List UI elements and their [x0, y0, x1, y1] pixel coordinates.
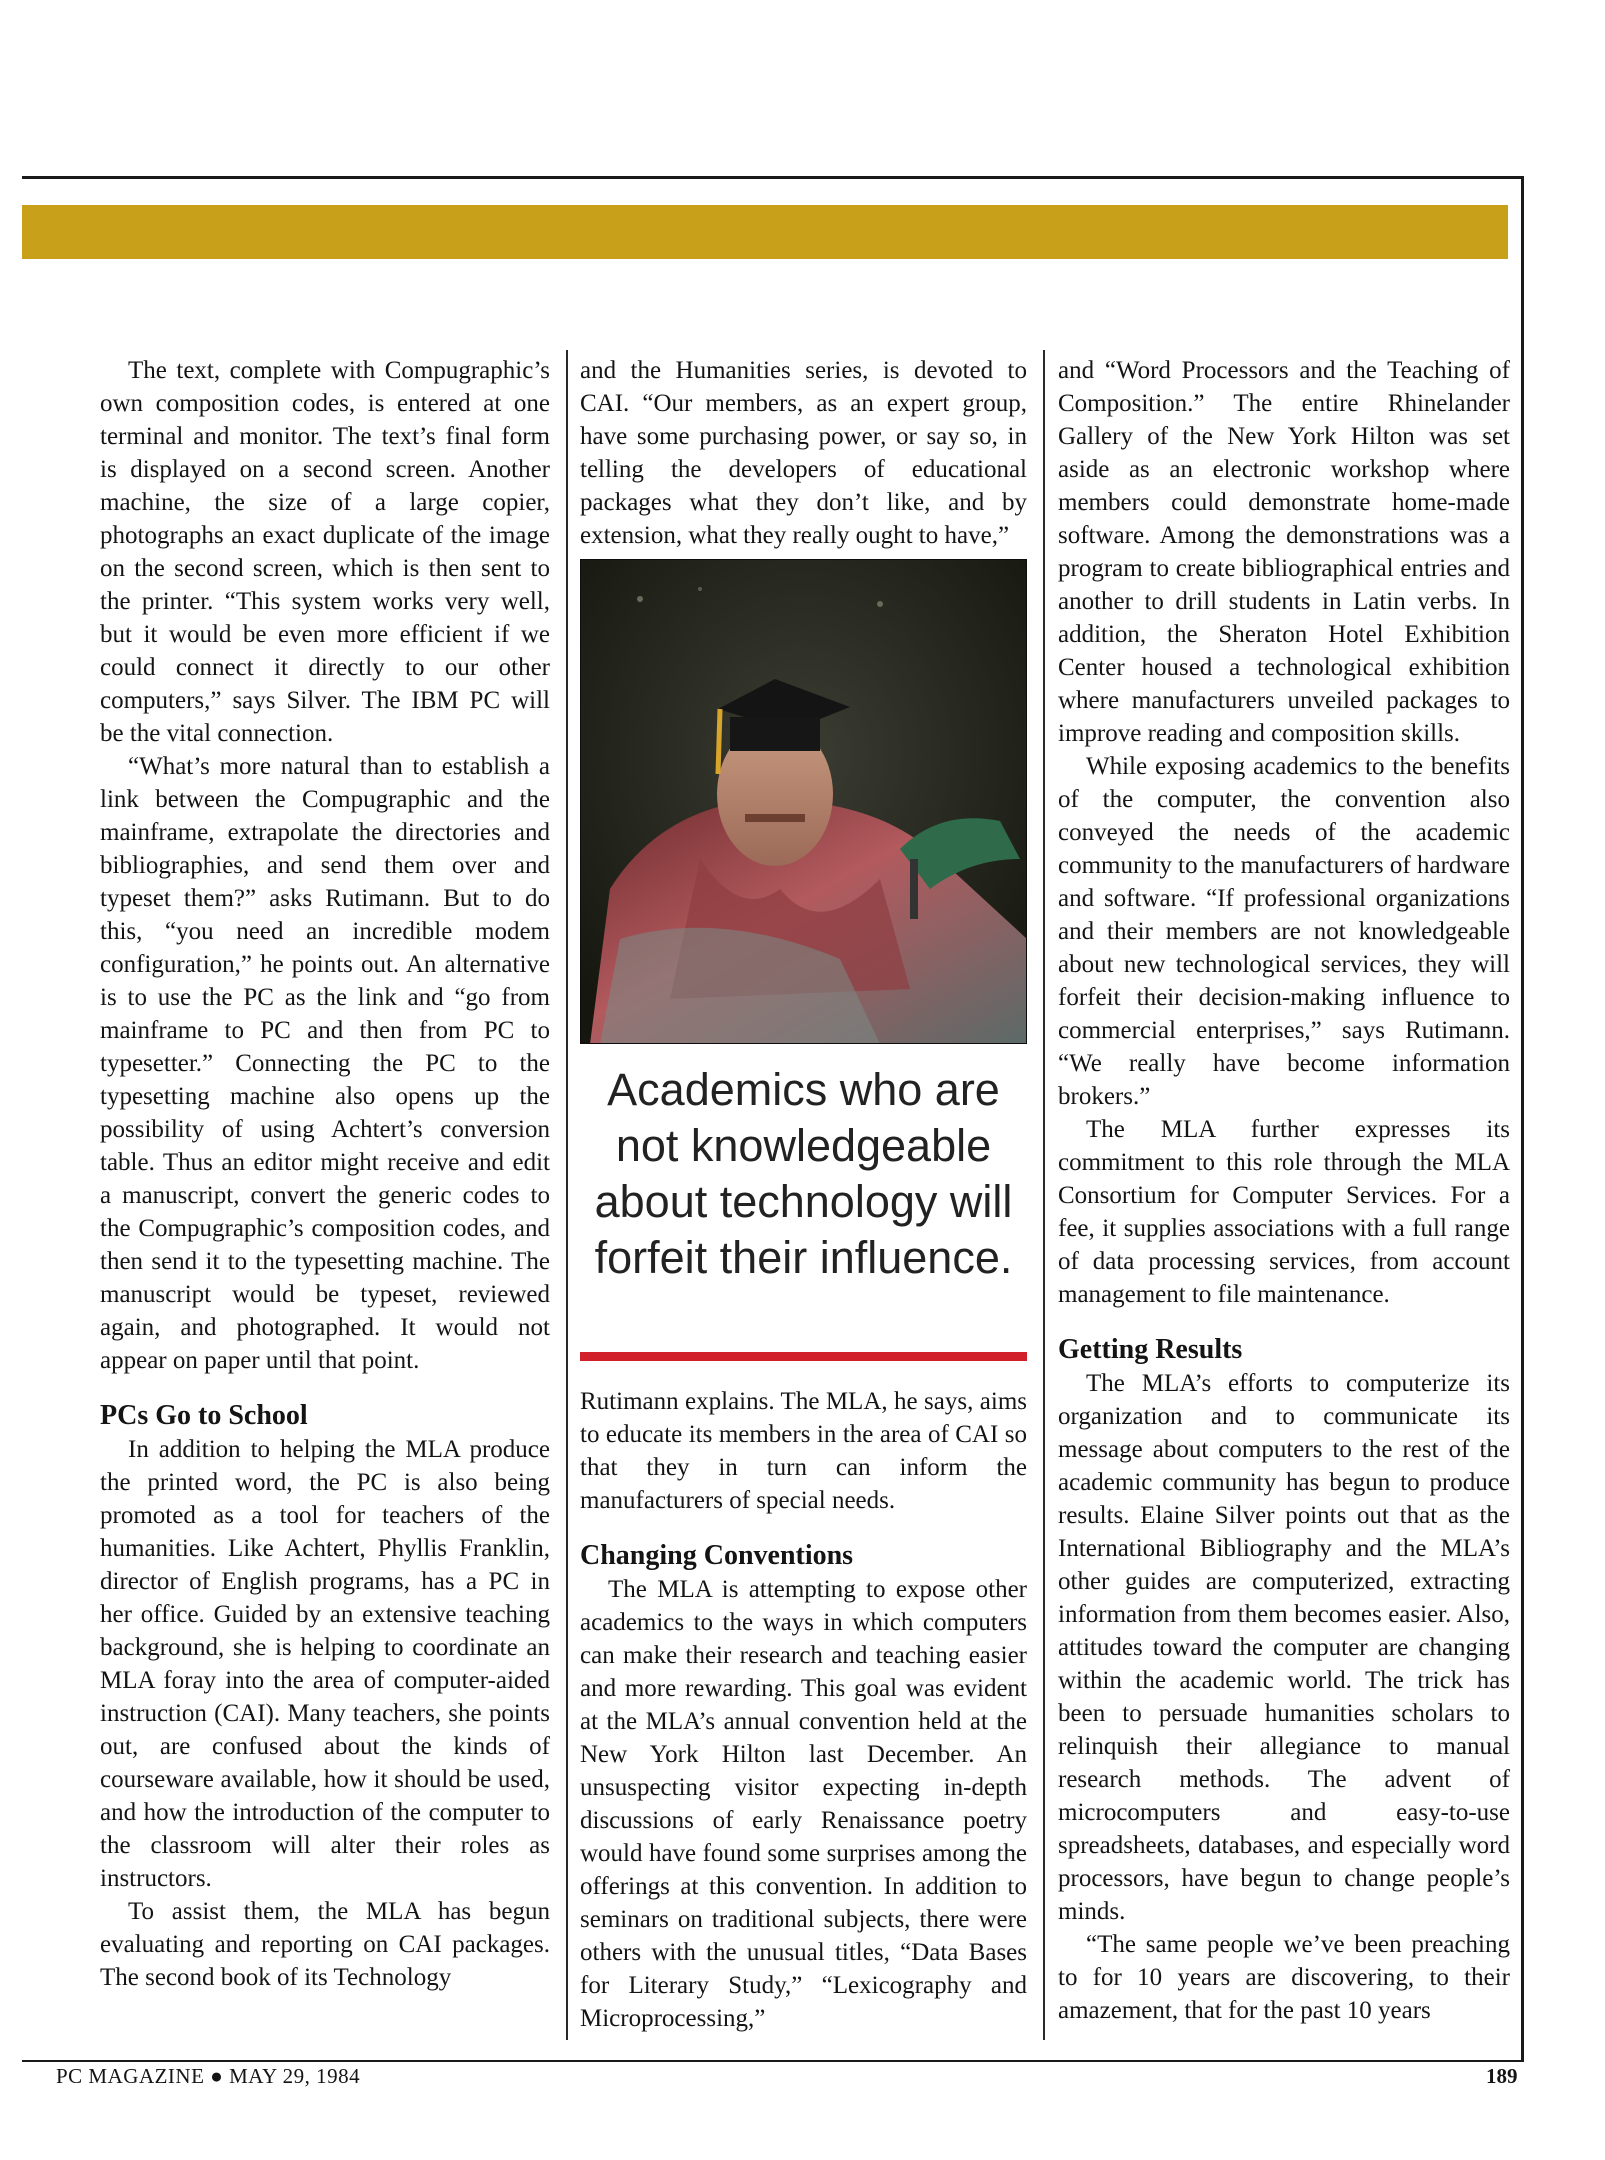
paragraph: In addition to helping the MLA produce the printed word, the PC is also being promoted as a tool for teachers of the humanities. Like Achtert, Phyllis Franklin, director of English programs, has a PC in her office. Guided by an extensive teaching background, she is helping to coordinate an MLA foray into the area of computer-aided instruction (CAI). Many teachers, she points out, are confused about the kinds of courseware available, how it should be used, and how the introduction of the computer to the classroom will alter their roles as instructors.: [100, 1436, 550, 1892]
column-divider: [1043, 350, 1045, 2040]
footer-publication: PC MAGAZINE ● MAY 29, 1984: [56, 2064, 361, 2088]
paragraph: The text, complete with Compugraphic’s own composition codes, is entered at one terminal and monitor. The text’s final form is displayed on a second screen. Another machine, the size of a large copier, photographs an exact duplicate of the image on the second screen, which is then sent to the printer. “This system works very well, but it would be even more efficient if we could connect it directly to our other computers,” says Silver. The IBM PC will be the vital connection.: [100, 357, 550, 747]
photo-academic-in-cap-and-gown: [580, 559, 1027, 1044]
text-column-2-upper: [580, 354, 1027, 552]
paragraph: “What’s more natural than to establish a link between the Compugraphic and the mainframe, extrapolate the directories and bibliographies, and send them over and typeset them?” asks Rutimann. But to do this, “you need an incredible modem configuration,” he points out. An alternative is to use the PC as the link and “go from mainframe to PC and then from PC to typesetter.” Connecting the PC to the typesetting machine also opens up the possibility of using Achtert’s conversion table. Thus an editor might receive and edit a manuscript, convert the generic codes to the Compugraphic’s composition codes, and then send it to the typesetting machine. The manuscript would be typeset, reviewed again, and photographed. It would not appear on paper until that point.: [100, 753, 550, 1374]
text-column-2-lower: [580, 1385, 1027, 2035]
bottom-rule: [22, 2060, 1524, 2062]
section-heading: PCs Go to School: [100, 1400, 308, 1431]
section-heading: Changing Conventions: [580, 1540, 854, 1571]
pull-quote-rule: [580, 1352, 1027, 1361]
right-rule: [1521, 176, 1524, 2060]
top-rule: [22, 176, 1524, 179]
paragraph: To assist them, the MLA has begun evaluating and reporting on CAI packages. The second book of its Technology: [100, 1898, 550, 1991]
text-column-1: [100, 354, 550, 1994]
header-color-band: [22, 205, 1508, 259]
paragraph: The MLA is attempting to expose other academics to the ways in which computers can make their research and teaching easier and more rewarding. This goal was evident at the MLA’s annual convention held at the New York Hilton last December. An unsuspecting visitor expecting in-depth discussions of early Renaissance poetry would have found some surprises among the offerings at this convention. In addition to seminars on traditional subjects, there were others with the unusual titles, “Data Bases for Literary Study,” “Lexicography and Microprocessing,”: [580, 1576, 1027, 2032]
column-divider: [566, 350, 568, 2040]
page-number: 189: [1486, 2064, 1518, 2088]
text-column-3: [1058, 354, 1510, 2027]
paragraph: Rutimann explains. The MLA, he says, aims to educate its members in the area of CAI so that they in turn can inform the manufacturers of special needs.: [580, 1388, 1027, 1514]
paragraph: and the Humanities series, is devoted to CAI. “Our members, as an expert group, have some purchasing power, or say so, in telling the developers of educational packages what they don’t like, and by extension, what they really ought to have,”: [580, 357, 1027, 549]
pull-quote: Academics who are not knowledgeable about technology will forfeit their influence.: [594, 1064, 1013, 1283]
paragraph: The MLA’s efforts to computerize its organization and to communicate its message about computers to the rest of the academic community has begun to produce results. Elaine Silver points out that as the International Bibliography and the MLA’s other guides are computerized, extracting information from them becomes easier. Also, attitudes toward the computer are changing within the academic world. The trick has been to persuade humanities scholars to relinquish their allegiance to manual research methods. The advent of microcomputers and easy-to-use spreadsheets, databases, and especially word processors, have begun to change people’s minds.: [1058, 1370, 1510, 1925]
paragraph: The MLA further expresses its commitment to this role through the MLA Consortium for Computer Services. For a fee, it supplies associations with a full range of data processing services, from account management to file maintenance.: [1058, 1116, 1510, 1308]
photo-illustration: [580, 559, 1027, 1044]
paragraph: and “Word Processors and the Teaching of Composition.” The entire Rhinelander Gallery of the New York Hilton was set aside as an electronic workshop where members could demonstrate home-made software. Among the demonstrations was a program to create bibliographical entries and another to drill students in Latin verbs. In addition, the Sheraton Hotel Exhibition Center housed a technological exhibition where manufacturers unveiled packages to improve reading and composition skills.: [1058, 357, 1510, 747]
paragraph: “The same people we’ve been preaching to for 10 years are discovering, to their amazement, that for the past 10 years: [1058, 1931, 1510, 2024]
paragraph: While exposing academics to the benefits of the computer, the convention also conveyed the needs of the academic community to the manufacturers of hardware and software. “If professional organizations and their members are not knowledgeable about new technological services, they will forfeit their decision-making influence to commercial enterprises,” says Rutimann. “We really have become information brokers.”: [1058, 753, 1510, 1110]
section-heading: Getting Results: [1058, 1334, 1243, 1365]
